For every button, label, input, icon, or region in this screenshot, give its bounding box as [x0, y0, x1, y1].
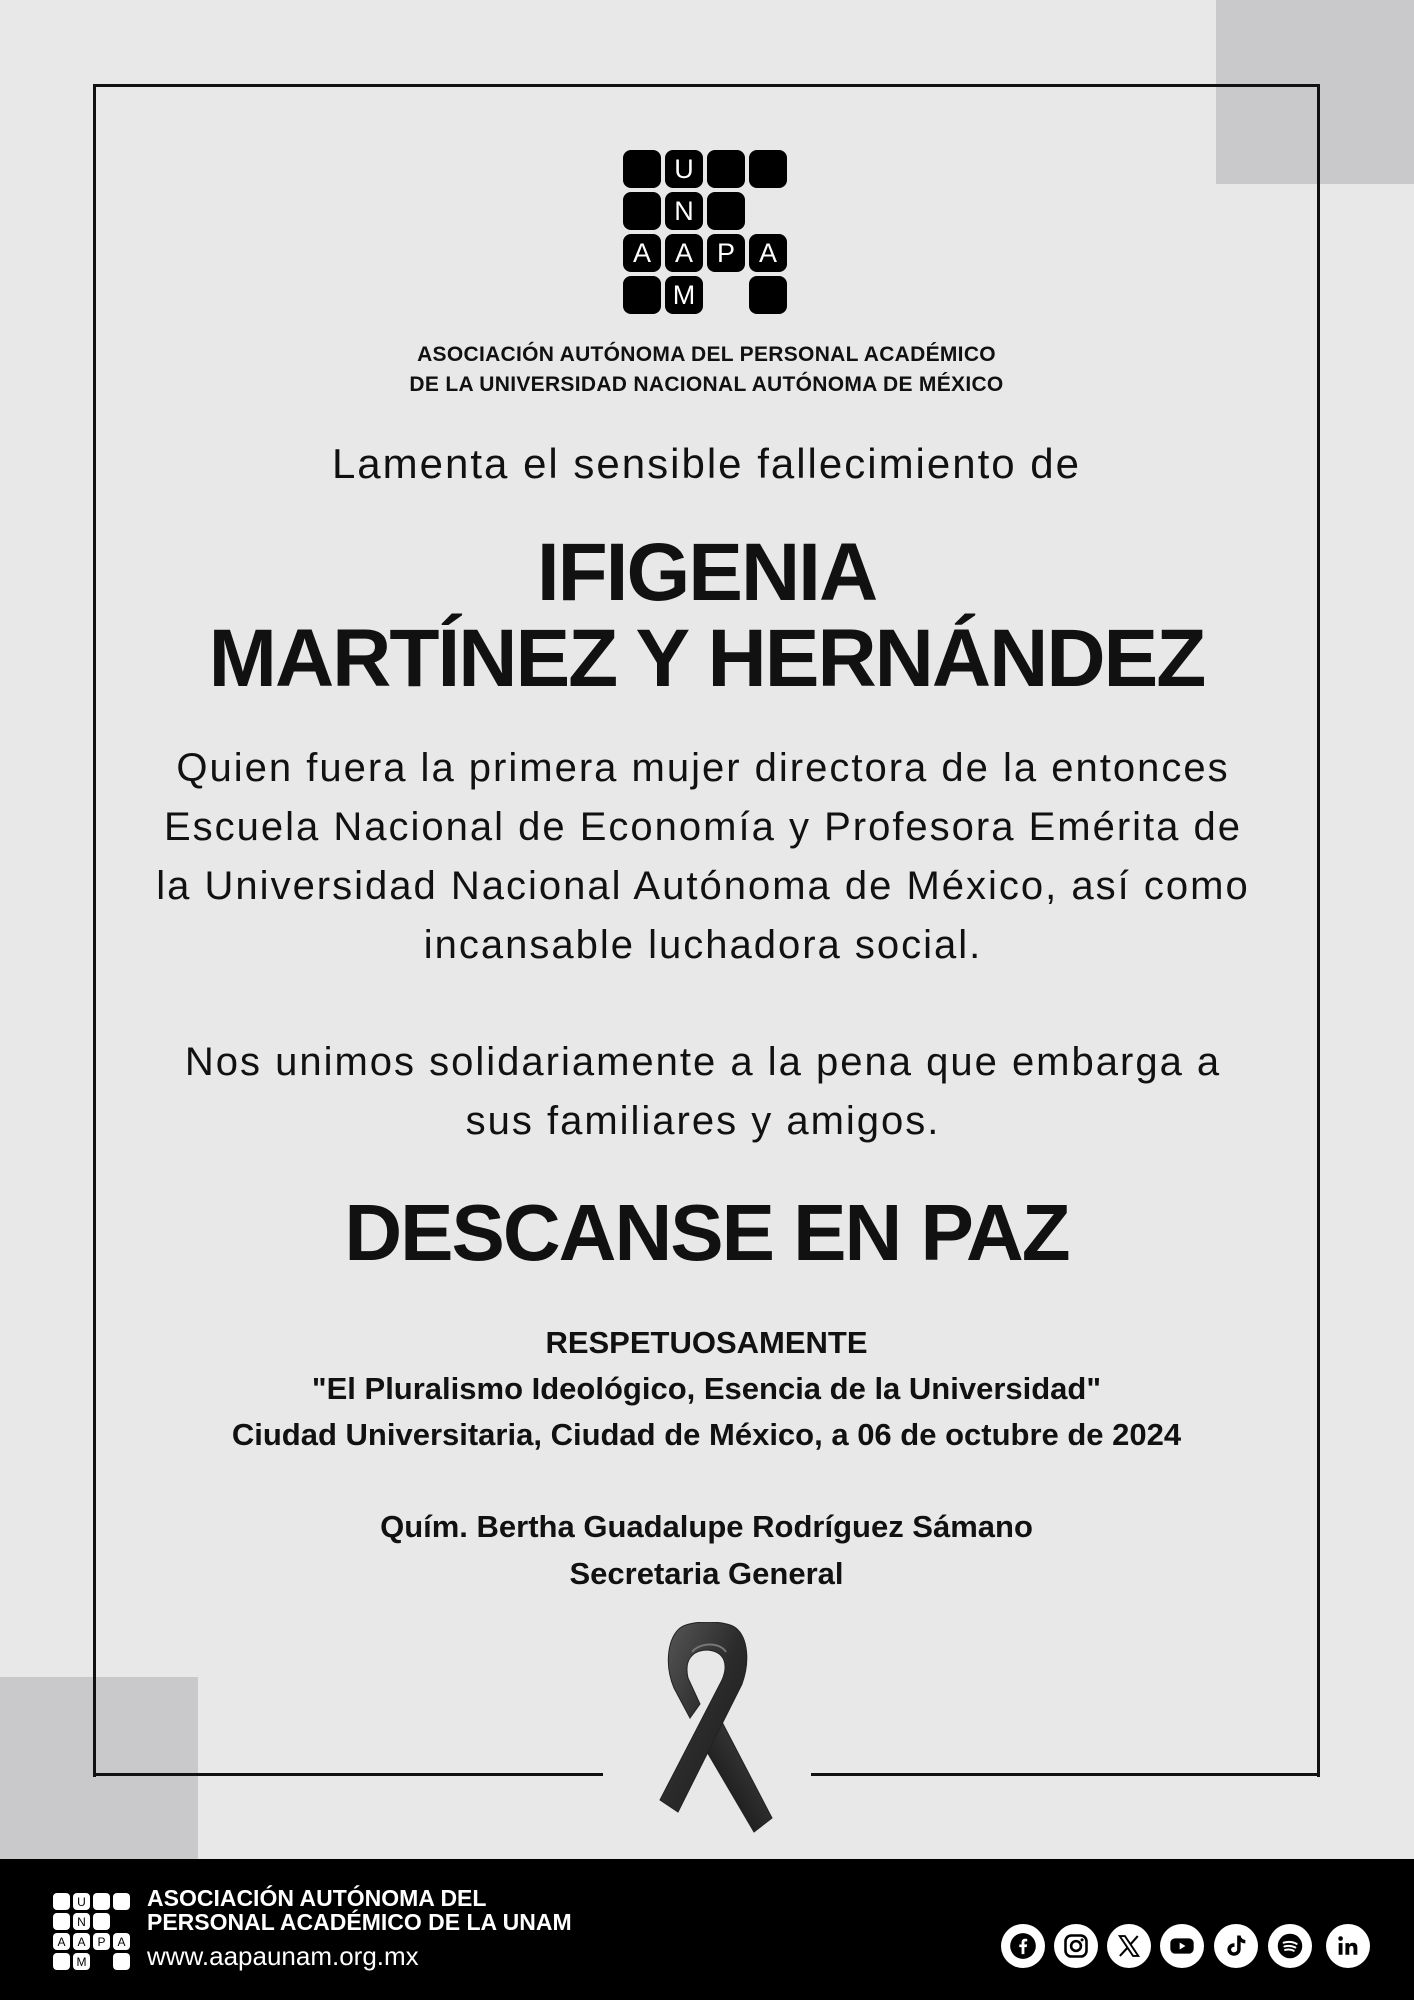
logo-tile	[707, 192, 745, 230]
description-line: Escuela Nacional de Economía y Profesora Emérita de	[163, 805, 1243, 849]
linkedin-icon[interactable]	[1326, 1924, 1370, 1968]
logo-tile	[623, 276, 661, 314]
corner-decoration-bottom-left	[0, 1677, 198, 1859]
footer-org-line2: PERSONAL ACADÉMICO DE LA UNAM	[147, 1909, 572, 1935]
aapaunam-logo	[623, 150, 787, 314]
deceased-name-line2: MARTÍNEZ Y HERNÁNDEZ	[208, 613, 1205, 704]
rest-in-peace-heading: DESCANSE EN PAZ	[344, 1188, 1069, 1277]
condolence-line: Nos unimos solidariamente a la pena que embarga a	[184, 1040, 1222, 1084]
condolence-line: sus familiares y amigos.	[465, 1099, 941, 1143]
deceased-name-line1: IFIGENIA	[536, 527, 877, 618]
description-line: incansable luchadora social.	[423, 923, 983, 967]
signer-name: Quím. Bertha Guadalupe Rodríguez Sámano	[380, 1509, 1033, 1544]
footer-website-link[interactable]: www.aapaunam.org.mx	[147, 1941, 419, 1971]
intro-text: Lamenta el sensible fallecimiento de	[331, 440, 1082, 487]
frame-border-bottom-left	[93, 1773, 603, 1776]
logo-tile: N	[73, 1913, 90, 1930]
respectfully-label: RESPETUOSAMENTE	[545, 1325, 868, 1360]
logo-tile	[707, 150, 745, 188]
logo-tile: A	[623, 234, 661, 272]
facebook-icon[interactable]	[1001, 1924, 1045, 1968]
description-line: Quien fuera la primera mujer directora de la entonces	[176, 746, 1230, 790]
frame-border-top	[93, 84, 1320, 87]
frame-border-bottom-right	[811, 1773, 1320, 1776]
youtube-icon[interactable]	[1160, 1924, 1204, 1968]
org-name-line2: DE LA UNIVERSIDAD NACIONAL AUTÓNOMA DE MÉXICO	[409, 373, 1004, 396]
org-name-header	[96, 340, 1317, 400]
motto: "El Pluralismo Ideológico, Esencia de la Universidad"	[311, 1371, 1102, 1406]
logo-tile: M	[665, 276, 703, 314]
closing-block	[96, 1320, 1317, 1458]
logo-tile: U	[665, 150, 703, 188]
logo-tile	[93, 1913, 110, 1930]
corner-decoration-top-right	[1216, 0, 1414, 184]
deceased-name	[96, 527, 1317, 704]
logo-tile: A	[665, 234, 703, 272]
signature-block	[96, 1503, 1317, 1597]
logo-tile: A	[53, 1933, 70, 1950]
description-paragraph	[120, 739, 1286, 975]
logo-tile	[53, 1953, 70, 1970]
footer-logo	[53, 1893, 130, 1970]
x-twitter-icon[interactable]	[1107, 1924, 1151, 1968]
logo-tile: A	[73, 1933, 90, 1950]
logo-tile: A	[113, 1933, 130, 1950]
logo-tile: N	[665, 192, 703, 230]
logo-tile	[113, 1953, 130, 1970]
logo-tile	[53, 1893, 70, 1910]
logo-tile: P	[707, 234, 745, 272]
footer-org-info	[147, 1886, 572, 1973]
frame-border-right	[1317, 84, 1320, 1777]
logo-empty-cell	[749, 192, 787, 230]
logo-tile: U	[73, 1893, 90, 1910]
logo-tile	[749, 150, 787, 188]
mourning-ribbon-icon	[630, 1622, 785, 1837]
logo-tile	[623, 192, 661, 230]
logo-tile: M	[73, 1953, 90, 1970]
logo-tile	[93, 1893, 110, 1910]
description-line: la Universidad Nacional Autónoma de México, así como	[156, 864, 1250, 908]
footer-org-line1: ASOCIACIÓN AUTÓNOMA DEL	[147, 1885, 487, 1911]
logo-empty-cell	[93, 1953, 110, 1970]
logo-empty-cell	[113, 1913, 130, 1930]
tiktok-icon[interactable]	[1214, 1924, 1258, 1968]
logo-tile: A	[749, 234, 787, 272]
logo-tile	[623, 150, 661, 188]
logo-tile: P	[93, 1933, 110, 1950]
place-date: Ciudad Universitaria, Ciudad de México, a 06 de octubre de 2024	[231, 1417, 1182, 1452]
logo-empty-cell	[707, 276, 745, 314]
logo-tile	[113, 1893, 130, 1910]
spotify-icon[interactable]	[1268, 1924, 1312, 1968]
logo-tile	[53, 1913, 70, 1930]
instagram-icon[interactable]	[1054, 1924, 1098, 1968]
signer-title: Secretaria General	[569, 1556, 844, 1591]
org-name-line1: ASOCIACIÓN AUTÓNOMA DEL PERSONAL ACADÉMICO	[417, 343, 996, 366]
logo-tile	[749, 276, 787, 314]
condolence-paragraph	[120, 1033, 1286, 1151]
